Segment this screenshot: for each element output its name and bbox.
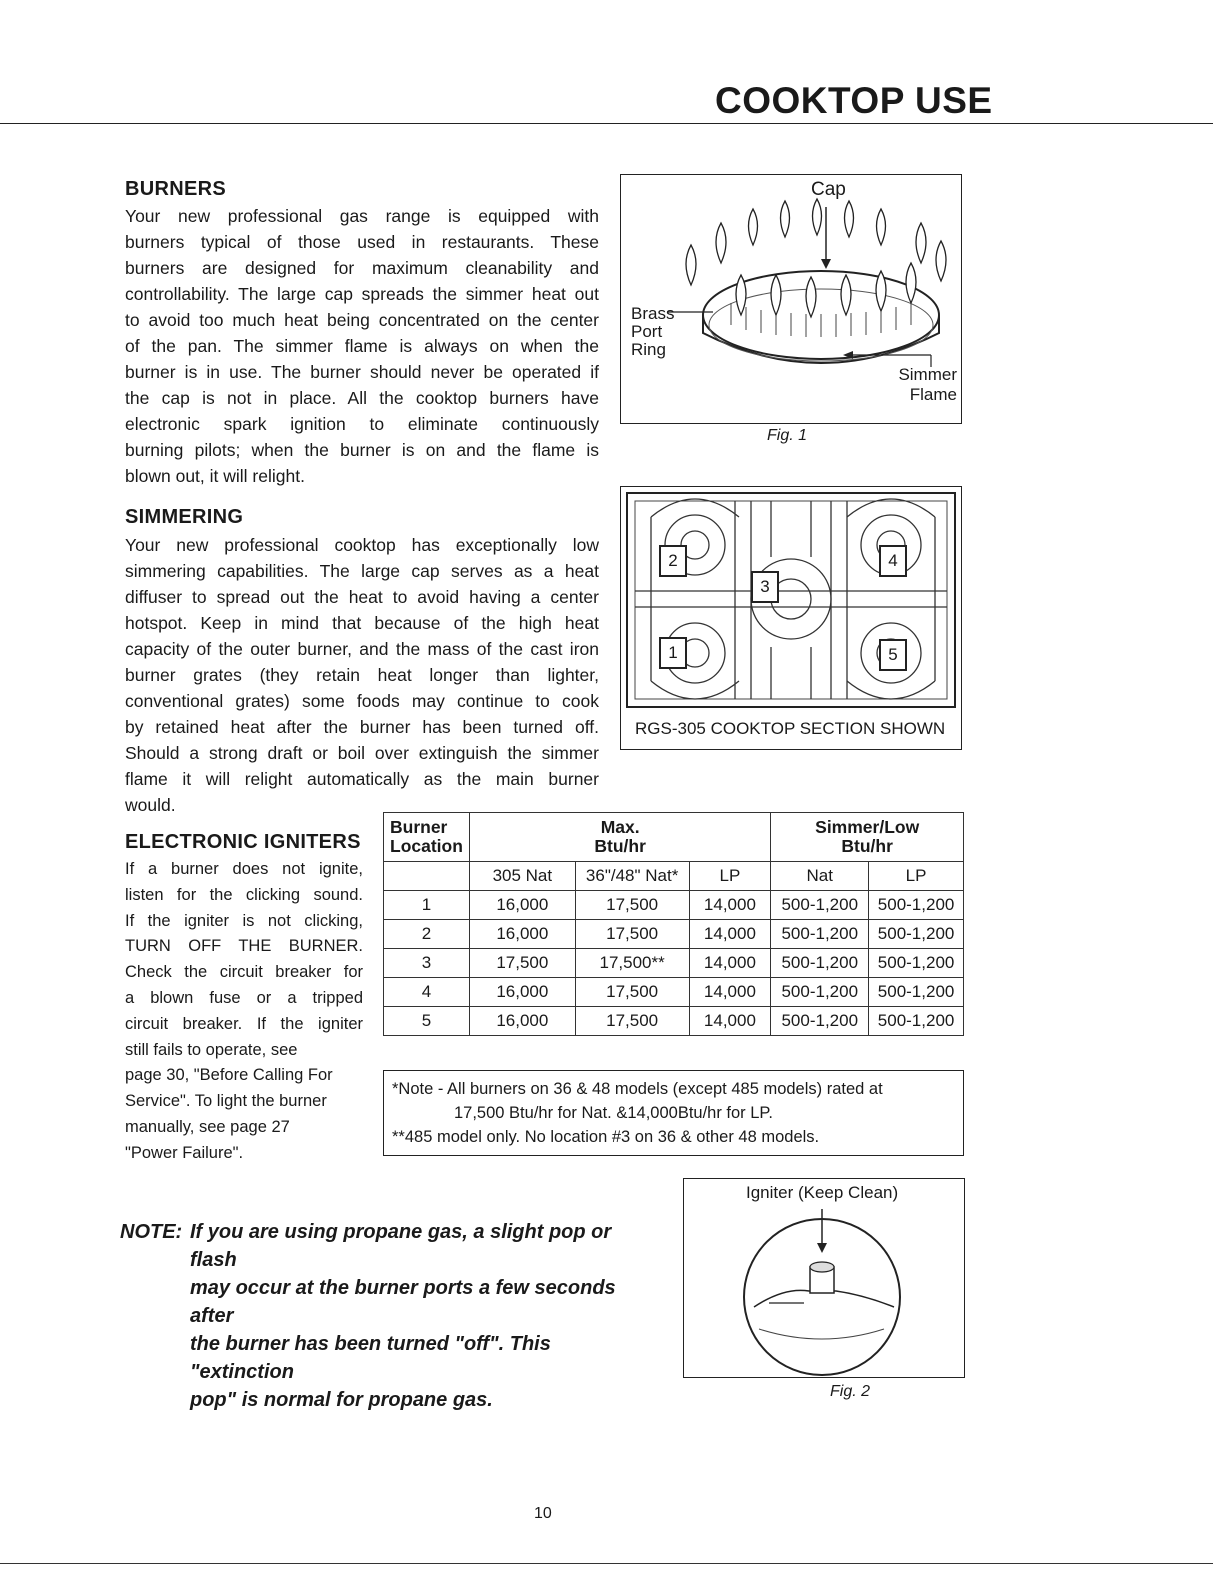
table-cell: 500-1,200	[869, 891, 964, 920]
burners-line: burners typical of those used in restaurants. These	[125, 232, 599, 252]
simmering-line: simmering capabilities. The large cap serves as a heat	[125, 561, 599, 581]
table-cell: 17,500	[575, 891, 689, 920]
page-title: COOKTOP USE	[715, 80, 993, 121]
table-cell: 17,500	[575, 978, 689, 1007]
label-line: Ring	[631, 340, 666, 359]
table-header-row	[384, 813, 964, 862]
propane-note-text	[190, 1218, 660, 1414]
note-line: pop" is normal for propane gas.	[190, 1389, 493, 1411]
btu-table	[383, 812, 964, 1036]
igniters-line: Check the circuit breaker for	[125, 963, 363, 982]
fig2-igniter-label: Igniter (Keep Clean)	[746, 1183, 899, 1202]
igniter-illustration	[684, 1179, 964, 1377]
table-cell: 14,000	[689, 1007, 771, 1036]
simmering-line: by retained heat after the burner has been turned off.	[125, 717, 599, 737]
table-cell: LP	[689, 862, 771, 891]
simmering-line: burner grates (they retain heat longer than lighter,	[125, 665, 599, 685]
table-row	[384, 920, 964, 949]
table-cell: 16,000	[469, 978, 575, 1007]
table-cell: 2	[384, 920, 470, 949]
header-line: Btu/hr	[594, 836, 646, 856]
fig2-igniter-diagram	[683, 1178, 965, 1378]
table-cell: 500-1,200	[869, 949, 964, 978]
table-cell: 500-1,200	[869, 1007, 964, 1036]
table-cell: 500-1,200	[771, 891, 869, 920]
simmering-line: capacity of the outer burner, and the mass of the cast iron	[125, 639, 599, 659]
cooktop-grates-illustration	[621, 487, 961, 713]
fig1-burner-diagram	[620, 174, 962, 424]
table-row	[384, 891, 964, 920]
table-cell: 14,000	[689, 949, 771, 978]
burners-line: of the pan. The simmer flame is always on when the	[125, 336, 599, 356]
burner-4-marker: 4	[879, 545, 907, 577]
page-number: 10	[534, 1505, 552, 1522]
igniters-paragraph	[125, 857, 363, 1167]
igniters-line: TURN OFF THE BURNER.	[125, 937, 363, 956]
fig1-caption: Fig. 1	[767, 427, 808, 444]
simmering-line: conventional grates) some foods may continue to cook	[125, 691, 599, 711]
note-line: the burner has been turned "off". This "extinction	[190, 1333, 551, 1383]
table-row	[384, 1007, 964, 1036]
table-cell: 1	[384, 891, 470, 920]
burner-1-marker: 1	[659, 637, 687, 669]
table-cell: 500-1,200	[771, 949, 869, 978]
header-divider	[0, 123, 1213, 124]
table-cell: 36"/48" Nat*	[575, 862, 689, 891]
fig1-brass-port-ring-label	[631, 305, 674, 359]
table-cell: 500-1,200	[869, 978, 964, 1007]
simmering-line: would.	[125, 795, 176, 815]
burners-line: blown out, it will relight.	[125, 466, 305, 486]
table-cell: 305 Nat	[469, 862, 575, 891]
burners-paragraph	[125, 203, 599, 489]
header-line: Btu/hr	[841, 836, 893, 856]
fig1-cap-label: Cap	[811, 179, 846, 200]
igniters-line: If the igniter is not clicking,	[125, 911, 363, 930]
igniters-line: still fails to operate, see	[125, 1040, 298, 1059]
propane-note-label: NOTE:	[120, 1221, 183, 1243]
igniters-line: circuit breaker. If the igniter	[125, 1014, 363, 1033]
igniters-heading: ELECTRONIC IGNITERS	[125, 831, 361, 853]
max-btu-header	[469, 813, 770, 862]
simmering-paragraph	[125, 532, 599, 818]
table-row	[384, 978, 964, 1007]
table-cell: 17,500	[575, 920, 689, 949]
igniters-line: "Power Failure".	[125, 1143, 244, 1162]
igniters-line: If a burner does not ignite,	[125, 860, 363, 878]
simmering-line: hotspot. Keep in mind that because of the high heat	[125, 613, 599, 633]
table-cell: 3	[384, 949, 470, 978]
footnote-line: 17,500 Btu/hr for Nat. &14,000Btu/hr for LP.	[454, 1104, 773, 1122]
fig2-caption: Fig. 2	[830, 1383, 871, 1400]
cooktop-diagram	[620, 486, 962, 750]
footer-divider	[0, 1563, 1213, 1564]
burners-line: to avoid too much heat being concentrated on the center	[125, 310, 599, 330]
burner-location-header	[384, 813, 470, 862]
table-cell: 17,500	[575, 1007, 689, 1036]
table-cell: 17,500**	[575, 949, 689, 978]
igniters-line: page 30, "Before Calling For	[125, 1066, 333, 1085]
simmering-line: flame it will relight automatically as the main burner	[125, 769, 599, 789]
burners-line: burning pilots; when the burner is on and the flame is	[125, 440, 599, 460]
flame-icons	[686, 199, 946, 317]
simmering-line: Your new professional cooktop has exceptionally low	[125, 535, 599, 555]
header-line: Max.	[600, 817, 640, 837]
igniters-line: listen for the clicking sound.	[125, 885, 363, 904]
simmering-line: Should a strong draft or boil over extinguish the simmer	[125, 743, 599, 763]
table-cell: 14,000	[689, 920, 771, 949]
header-line: Location	[390, 836, 463, 856]
table-cell: 500-1,200	[771, 978, 869, 1007]
table-cell: 500-1,200	[869, 920, 964, 949]
table-cell: LP	[869, 862, 964, 891]
table-cell	[384, 862, 470, 891]
table-cell: 16,000	[469, 891, 575, 920]
cooktop-caption: RGS-305 COOKTOP SECTION SHOWN	[635, 719, 946, 738]
footnote-line: **485 model only. No location #3 on 36 & other 48 models.	[392, 1128, 820, 1146]
burners-line: controllability. The large cap spreads the simmer heat out	[125, 284, 599, 304]
igniters-line: Service". To light the burner	[125, 1092, 327, 1111]
burners-line: the cap is not in place. All the cooktop burners have	[125, 388, 599, 408]
label-line: Simmer	[898, 365, 957, 384]
table-cell: Nat	[771, 862, 869, 891]
table-cell: 4	[384, 978, 470, 1007]
simmering-line: diffuser to spread out the heat to avoid having a center	[125, 587, 599, 607]
label-line: Brass	[631, 304, 675, 323]
table-cell: 14,000	[689, 978, 771, 1007]
burner-2-marker: 2	[659, 545, 687, 577]
burners-heading: BURNERS	[125, 178, 226, 200]
burners-line: burner is in use. The burner should never be operated if	[125, 362, 599, 382]
simmering-heading: SIMMERING	[125, 506, 244, 528]
table-footnote-box	[383, 1070, 964, 1156]
table-cell: 5	[384, 1007, 470, 1036]
table-cell: 16,000	[469, 1007, 575, 1036]
igniters-line: a blown fuse or a tripped	[125, 988, 363, 1007]
burner-5-marker: 5	[879, 639, 907, 671]
label-line: Port	[631, 322, 663, 341]
burners-line: electronic spark ignition to eliminate continuously	[125, 414, 599, 434]
table-row	[384, 949, 964, 978]
burners-line: burners are designed for maximum cleanability and	[125, 258, 599, 278]
simmer-btu-header	[771, 813, 964, 862]
table-cell: 500-1,200	[771, 1007, 869, 1036]
burner-3-marker: 3	[751, 571, 779, 603]
igniters-line: manually, see page 27	[125, 1117, 290, 1136]
table-cell: 17,500	[469, 949, 575, 978]
note-line: If you are using propane gas, a slight pop or flash	[190, 1221, 612, 1271]
header-line: Burner	[390, 817, 448, 837]
burners-line: Your new professional gas range is equipped with	[125, 206, 599, 226]
table-cell: 14,000	[689, 891, 771, 920]
footnote-line: *Note - All burners on 36 & 48 models (except 485 models) rated at	[392, 1080, 883, 1098]
table-subheader-row	[384, 862, 964, 891]
note-line: may occur at the burner ports a few seconds after	[190, 1277, 616, 1327]
header-line: Simmer/Low	[815, 817, 920, 837]
table-cell: 500-1,200	[771, 920, 869, 949]
table-cell: 16,000	[469, 920, 575, 949]
fig1-simmer-flame-label	[898, 365, 957, 405]
label-line: Flame	[909, 385, 957, 404]
